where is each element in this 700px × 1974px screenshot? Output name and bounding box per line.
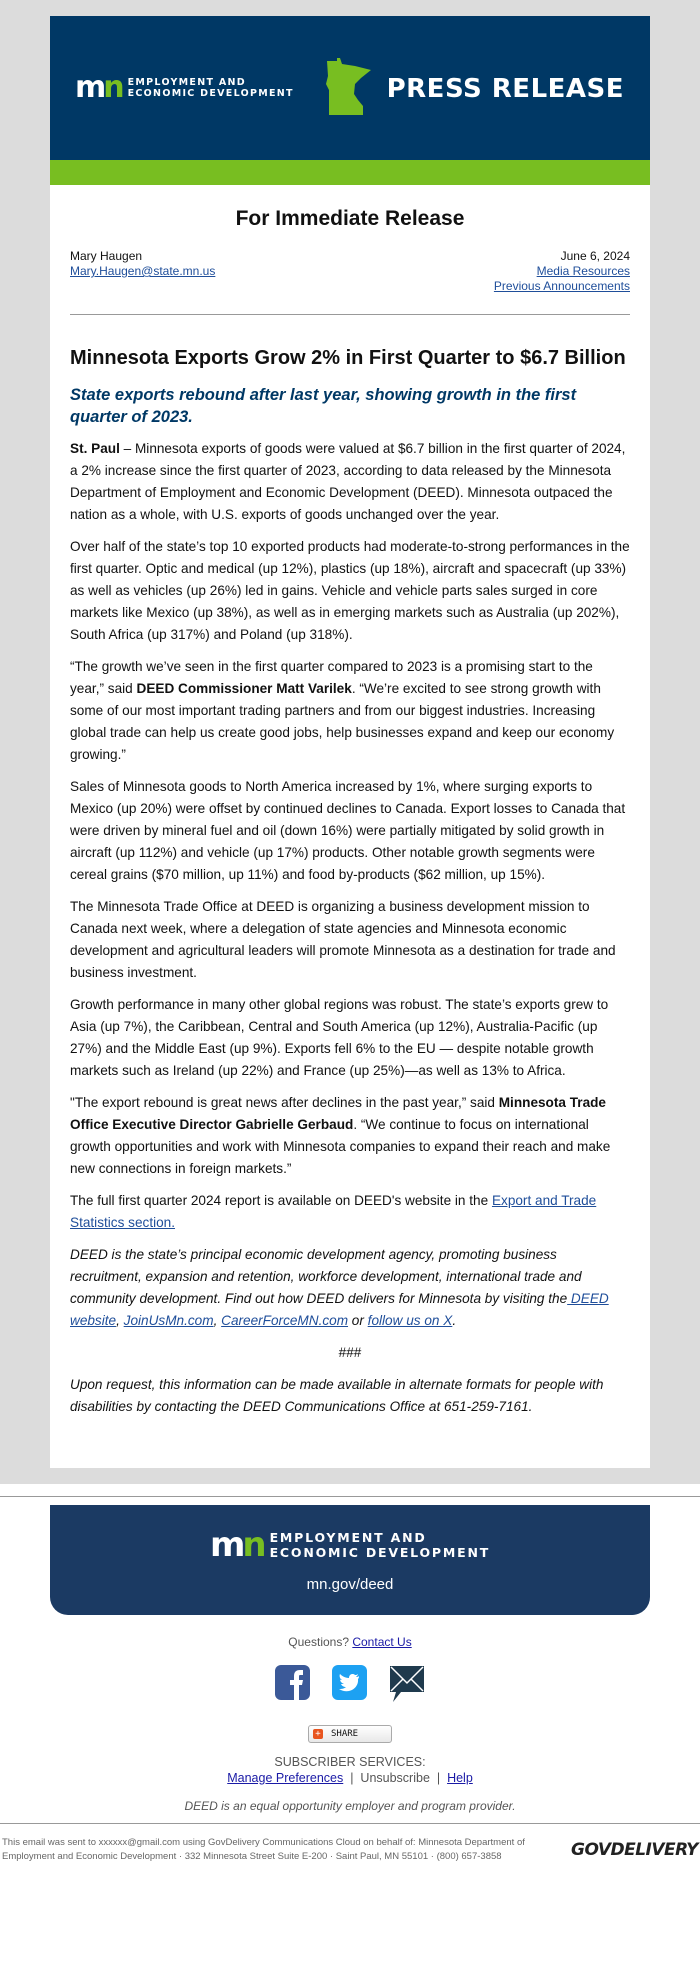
social-icons [0, 1665, 700, 1703]
paragraph-2: Over half of the state’s top 10 exported products had moderate-to-strong performances in the first quarter. Optic and medical (up 12%), plastics (up 18%), aircraft and spacecraft (up 33%) as well as vehicles (up 26%) led in gains. Vehicle and vehicle parts sales surged in core markets like Mexico (up 38%), as well as in emerging markets such as Australia (up 202%), South Africa (up 317%) and Poland (up 318%). [70, 539, 630, 642]
press-release-card [50, 16, 650, 1468]
p3a: “The growth we’ve seen in the first quarter compared to 2023 is a promising start to the year,” said [70, 659, 593, 696]
contact-email-link[interactable]: Mary.Haugen@state.mn.us [70, 264, 216, 278]
previous-announcements-link[interactable]: Previous Announcements [493, 279, 630, 293]
footer-divider [0, 1496, 700, 1497]
trade-statistics-link[interactable]: Export and Trade Statistics section. [70, 1193, 597, 1230]
email-icon[interactable] [389, 1665, 425, 1703]
unsubscribe-link[interactable]: Unsubscribe [360, 1771, 430, 1785]
footer-deed-logo [209, 1524, 491, 1565]
follow-on-x-link[interactable]: follow us on X [367, 1313, 453, 1328]
accessibility-note: Upon request, this information can be made available in alternate formats for people with disabilities by contacting the DEED Communications Office at 651-259-7161. [70, 1377, 604, 1414]
plus-icon: + [313, 1729, 323, 1739]
p1-text: – Minnesota exports of goods were valued at $6.7 billion in the first quarter of 2024, a 2% increase since the first quarter of 2023, according to data released by the Minnesota Department of Employment and Economic Development (DEED). Minnesota outpaced the nation as a whole, with U.S. exports of goods unchanged over the year. [70, 441, 626, 522]
p7a: "The export rebound is great news after declines in the past year,” said [70, 1095, 499, 1110]
sep: , [116, 1313, 124, 1328]
sent-line2: Employment and Economic Development · 332 Minnesota Street Suite E-200 · Saint Paul, MN 55101 · (800) 657-3858 [2, 1851, 502, 1862]
about-text: DEED is the state’s principal economic development agency, promoting business recruitment, expansion and retention, workforce development, international trade and community development. Find out how DEED delivers for Minnesota by visiting the [70, 1247, 582, 1306]
paragraph-4: Sales of Minnesota goods to North America increased by 1%, where surging exports to Mexico (up 20%) were offset by continued declines to Canada. Export losses to Canada that were driven by mineral fuel and oil (down 16%) were partially mitigated by solid growth in aircraft (up 112%) and vehicle (up 17%) products. Other notable growth segments were cereal grains ($70 million, up 11%) and food by-products ($62 million, up 15%). [70, 779, 626, 882]
deed-logo [75, 70, 294, 105]
end-mark: ### [338, 1345, 362, 1360]
banner-title: PRESS RELEASE [386, 74, 624, 104]
commissioner-name: DEED Commissioner Matt Varilek [136, 681, 352, 696]
subscriber-services-label: SUBSCRIBER SERVICES: [274, 1755, 426, 1769]
deed-website-link[interactable]: DEED website [70, 1291, 609, 1328]
paragraph-7 [70, 1092, 630, 1180]
green-stripe [50, 160, 650, 185]
careerforce-link[interactable]: CareerForceMN.com [221, 1313, 349, 1328]
paragraph-8 [70, 1190, 630, 1234]
pipe: | [350, 1771, 354, 1785]
sent-line1: This email was sent to xxxxxx@gmail.com using GovDelivery Communications Cloud on behalf of: Minnesota Department of [2, 1837, 525, 1848]
logo-line1: EMPLOYMENT AND [127, 77, 246, 88]
sent-info [0, 1836, 700, 1864]
paragraph-3 [70, 656, 630, 766]
article-title: Minnesota Exports Grow 2% in First Quarter to $6.7 Billion [70, 347, 626, 369]
questions-label: Questions? [288, 1635, 353, 1649]
about-deed [70, 1244, 630, 1332]
mn-logo-icon: mn [209, 1524, 264, 1565]
share-label: SHARE [331, 1729, 359, 1739]
help-link[interactable]: Help [447, 1771, 473, 1785]
paragraph-6: Growth performance in many other global regions was robust. The state’s exports grew to Asia (up 7%), the Caribbean, Central and South America (up 12%), Australia-Pacific (up 27%) and the Middle East (up 9%). Exports fell 6% to the EU — despite notable growth markets such as Ireland (up 22%) and France (up 25%)—as well as 13% to Africa. [70, 997, 609, 1078]
p7b: . “We continue to focus on international growth opportunities and work with Minnesota companies to expand their reach and make new connections in foreign markets.” [70, 1117, 611, 1176]
footer-url: mn.gov/deed [306, 1575, 394, 1593]
article-subtitle: State exports rebound after last year, showing growth in the first quarter of 2023. [70, 386, 577, 426]
bottom-divider [0, 1823, 700, 1824]
subscriber-links [0, 1771, 700, 1785]
twitter-icon[interactable] [332, 1665, 367, 1700]
sep: , [213, 1313, 222, 1328]
p3b: . “We’re excited to see strong growth with some of our most important trading partners and from our biggest industries. Increasing global trade can help us create good jobs, help businesses expand and keep our economy growing.” [70, 681, 615, 762]
equal-opportunity-note: DEED is an equal opportunity employer and program provider. [184, 1799, 516, 1813]
questions-line [0, 1635, 700, 1649]
paragraph-5: The Minnesota Trade Office at DEED is organizing a business development mission to Canada next week, where a delegation of state agencies and Minnesota economic development and agricultural leaders will promote Minnesota as a destination for trade and business investment. [70, 899, 616, 980]
minnesota-map-icon [325, 58, 379, 116]
release-label: For Immediate Release [235, 207, 465, 230]
paragraph-1 [70, 438, 630, 526]
logo-line2: ECONOMIC DEVELOPMENT [127, 88, 294, 99]
manage-preferences-link[interactable]: Manage Preferences [227, 1771, 344, 1785]
facebook-icon[interactable] [275, 1665, 310, 1700]
contact-block [70, 249, 630, 294]
p8: The full first quarter 2024 report is available on DEED's website in the [70, 1193, 492, 1208]
joinusmn-link[interactable]: JoinUsMn.com [123, 1313, 214, 1328]
pipe: | [436, 1771, 441, 1785]
header-banner [50, 16, 650, 160]
contact-name: Mary Haugen [70, 249, 143, 263]
contact-us-link[interactable]: Contact Us [352, 1635, 412, 1649]
logo-line1: EMPLOYMENT AND [269, 1529, 427, 1545]
director-name: Minnesota Trade Office Executive Director Gabrielle Gerbaud [70, 1095, 606, 1132]
footer-banner [50, 1505, 650, 1615]
period: . [452, 1313, 457, 1328]
mn-logo-icon: mn [75, 70, 122, 105]
govdelivery-logo: GOVDELIVERY [571, 1840, 698, 1860]
logo-line2: ECONOMIC DEVELOPMENT [269, 1544, 491, 1560]
share-button[interactable] [308, 1725, 392, 1743]
release-date: June 6, 2024 [560, 249, 630, 263]
dateline: St. Paul [70, 441, 120, 456]
or-text: or [348, 1313, 368, 1328]
media-resources-link[interactable]: Media Resources [536, 264, 630, 278]
divider [70, 314, 630, 315]
